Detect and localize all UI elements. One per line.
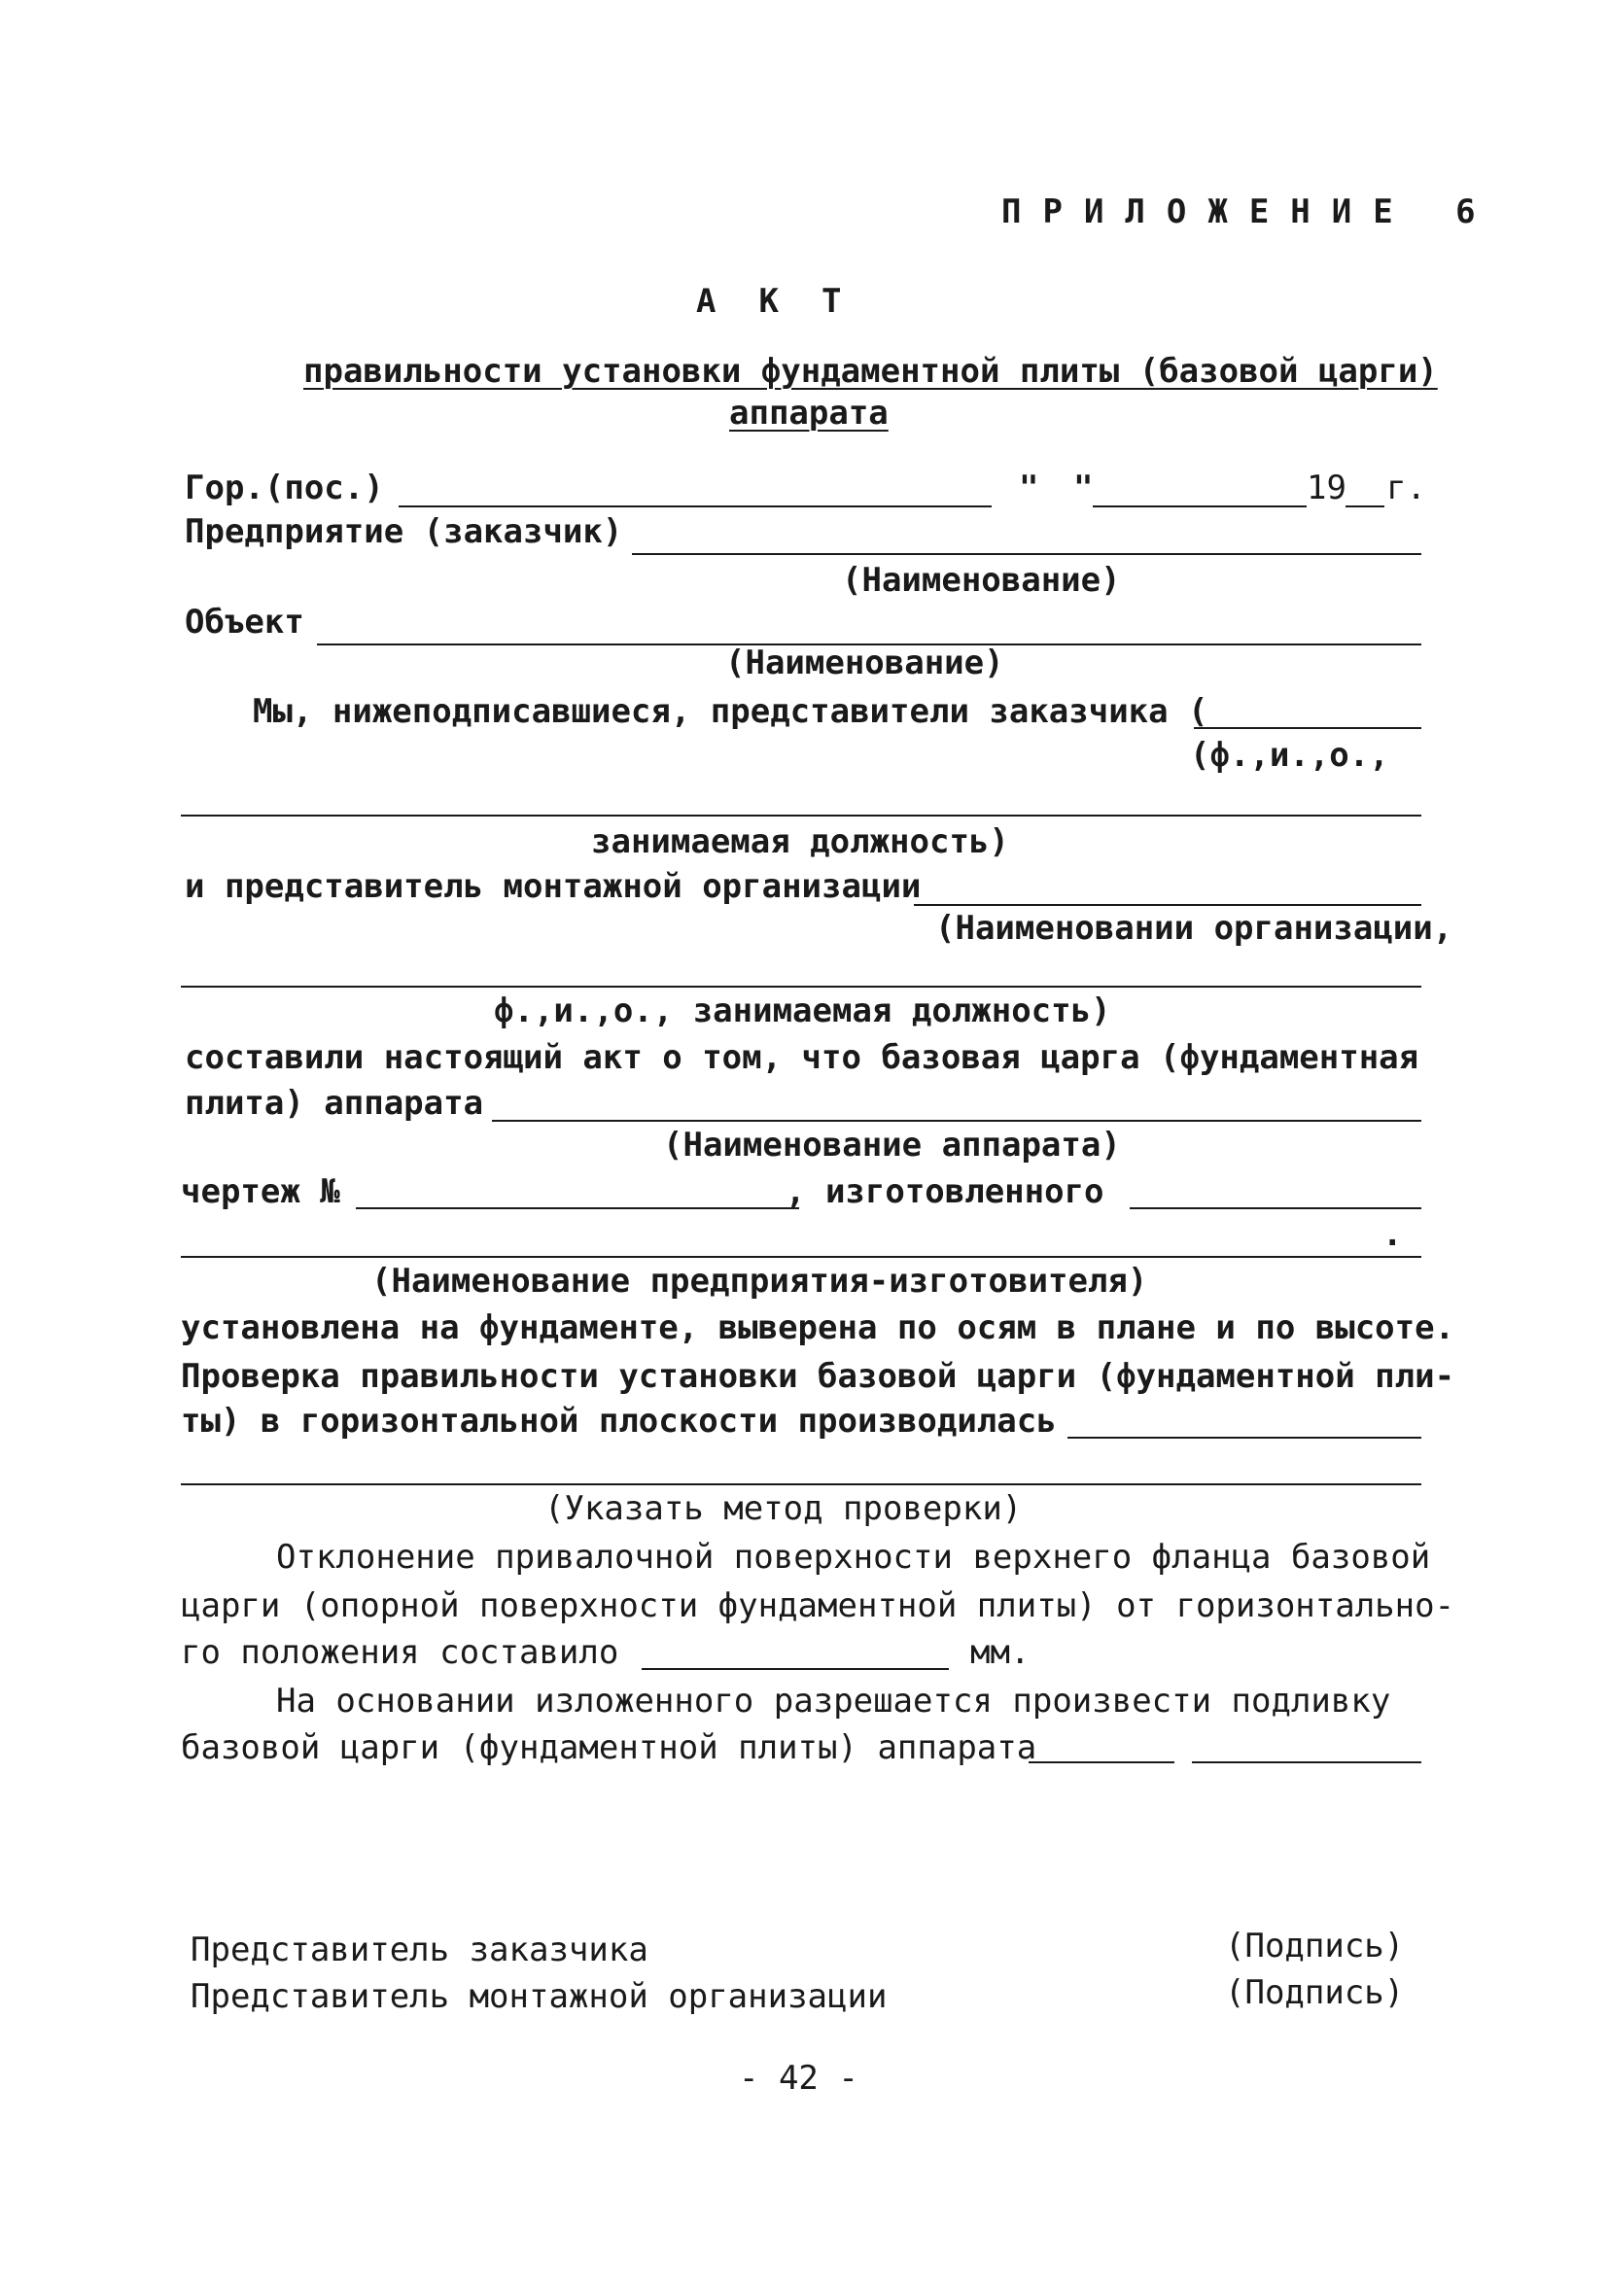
- installer-rep-signature-label: Представитель монтажной организации: [191, 1977, 888, 2016]
- city-field-line[interactable]: [399, 505, 992, 507]
- year-prefix: 19: [1307, 469, 1346, 507]
- check-text-line1: Проверка правильности установки базовой царги (фундаментной пли-: [181, 1357, 1455, 1396]
- deviation-text-line2: царги (опорной поверхности фундаментной плиты) от горизонтально-: [181, 1586, 1455, 1625]
- installer-rep-field-line[interactable]: [914, 904, 1421, 906]
- compiled-text-line2: плита) аппарата: [185, 1084, 484, 1123]
- fio-caption: (ф.,и.,о.,: [1190, 736, 1389, 775]
- apparatus-caption: (Наименование аппарата): [663, 1126, 1121, 1165]
- position-caption: занимаемая должность): [591, 822, 1009, 861]
- manufacturer-caption: (Наименование предприятия-изготовителя): [371, 1262, 1148, 1301]
- customer-reps-text: Мы, нижеподписавшиеся, представители заказчика (: [253, 692, 1208, 731]
- check-text-line2: ты) в горизонтальной плоскости производилась: [181, 1402, 1057, 1441]
- fio-position-caption: ф.,и.,о., занимаемая должность): [494, 991, 1111, 1030]
- check-method-field-line[interactable]: [1067, 1437, 1421, 1439]
- installed-text: установлена на фундаменте, выверена по осям в плане и по высоте.: [181, 1308, 1455, 1347]
- check-method-field-line-2[interactable]: [181, 1483, 1421, 1485]
- customer-rep-signature-label: Представитель заказчика: [191, 1931, 648, 1969]
- installer-rep-signature-caption: (Подпись): [1225, 1973, 1405, 2012]
- enterprise-field-line[interactable]: [632, 553, 1421, 555]
- appendix-heading: ПРИЛОЖЕНИЕ 6: [1001, 192, 1497, 231]
- manufacturer-field-line[interactable]: [1130, 1207, 1421, 1209]
- installer-rep-text: и представитель монтажной организации: [185, 867, 922, 906]
- customer-rep-signature-caption: (Подпись): [1225, 1927, 1405, 1966]
- deviation-text-line3: го положения составило: [181, 1633, 619, 1672]
- page-number: - 42 -: [739, 2059, 858, 2098]
- act-subtitle-line2: аппарата: [729, 394, 889, 433]
- permit-text-line2: базовой царги (фундаментной плиты) аппарата: [181, 1728, 1037, 1767]
- org-caption: (Наименовании организации,: [935, 909, 1453, 948]
- permit-field-line-2[interactable]: [1192, 1761, 1421, 1763]
- date-quote-open: ": [1019, 469, 1039, 507]
- permit-field-line-1[interactable]: [1029, 1761, 1174, 1763]
- object-label: Объект: [185, 603, 304, 642]
- object-caption: (Наименование): [725, 644, 1004, 682]
- compiled-text-line1: составили настоящий акт о том, что базовая царга (фундаментная: [185, 1038, 1419, 1077]
- deviation-value-field-line[interactable]: [642, 1668, 949, 1670]
- manufacturer-dot: .: [1382, 1215, 1403, 1254]
- act-title: АКТ: [696, 282, 885, 321]
- deviation-text-line1: Отклонение привалочной поверхности верхнего фланца базовой: [276, 1538, 1431, 1577]
- method-caption: (Указать метод проверки): [544, 1489, 1023, 1528]
- city-label: Гор.(пос.): [185, 469, 384, 507]
- year-field-line[interactable]: [1346, 505, 1384, 507]
- installer-rep-field-line-2[interactable]: [181, 986, 1421, 988]
- enterprise-label: Предприятие (заказчик): [185, 512, 623, 551]
- customer-reps-field-line[interactable]: [1194, 727, 1421, 729]
- apparatus-field-line[interactable]: [492, 1120, 1421, 1122]
- enterprise-caption: (Наименование): [842, 561, 1121, 600]
- deviation-unit: мм.: [970, 1633, 1031, 1672]
- year-suffix: г.: [1386, 469, 1426, 507]
- date-field-line[interactable]: [1093, 505, 1307, 507]
- permit-text-line1: На основании изложенного разрешается произвести подливку: [276, 1682, 1391, 1721]
- drawing-field-line[interactable]: [356, 1207, 799, 1209]
- manufacturer-field-line-2[interactable]: [181, 1256, 1421, 1258]
- manufactured-label: , изготовленного: [786, 1172, 1104, 1211]
- drawing-label: чертеж №: [181, 1172, 340, 1211]
- customer-reps-field-line-2[interactable]: [181, 815, 1421, 817]
- date-quote-close: ": [1073, 469, 1094, 507]
- act-subtitle-line1: правильности установки фундаментной плиты (базовой царги): [303, 352, 1438, 391]
